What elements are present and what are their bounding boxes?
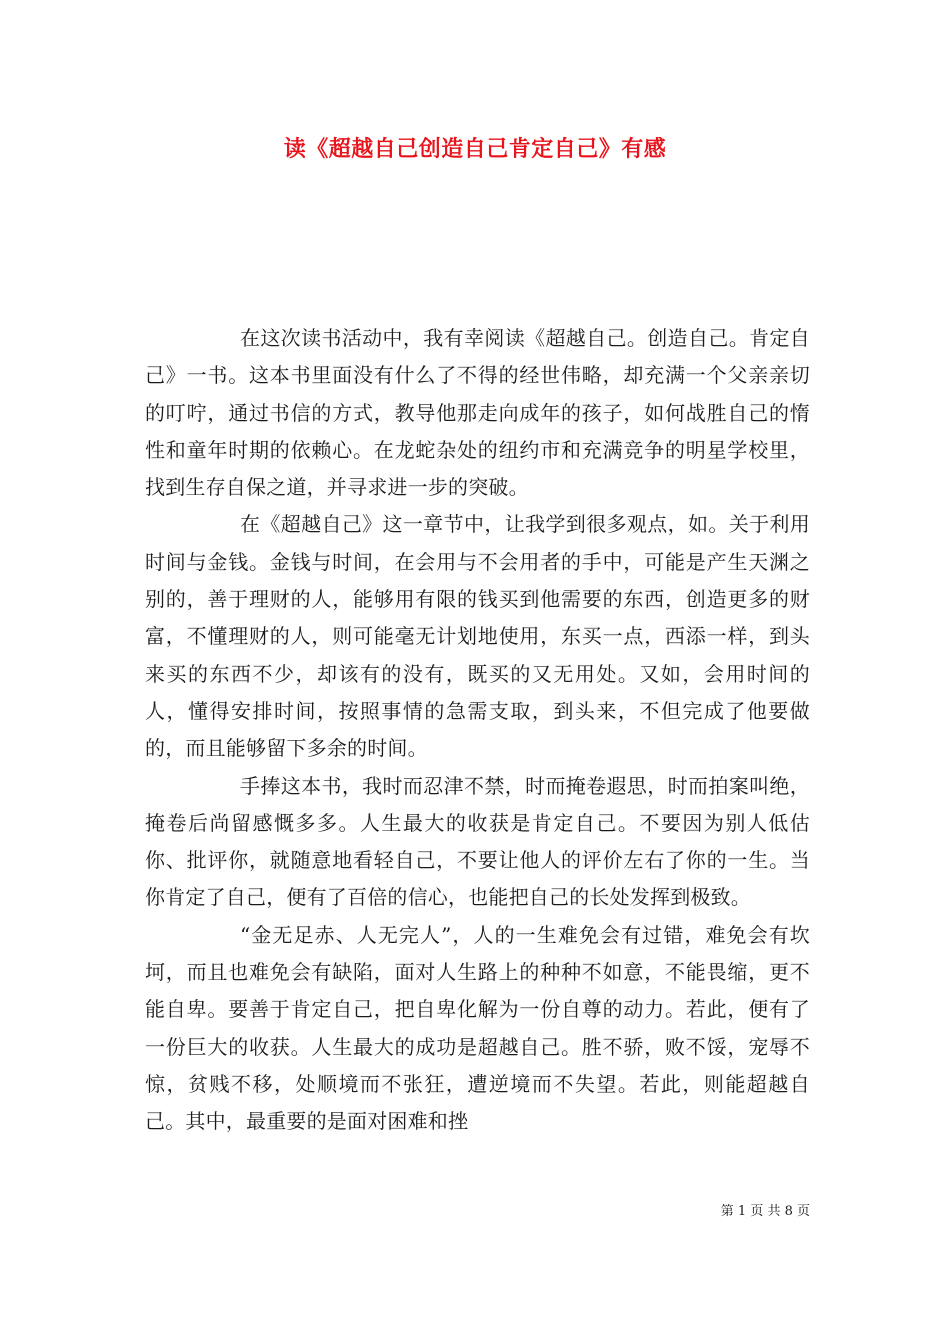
page-number-footer: 第 1 页 共 8 页 (720, 1204, 810, 1219)
paragraph-1: 在这次读书活动中，我有幸阅读《超越自己。创造自己。肯定自己》一书。这本书里面没有什么了不得的经世伟略，却充满一个父亲亲切的叮咛，通过书信的方式，教导他那走向成年的孩子，如何战胜自己的惰性和童年时期的依赖心。在龙蛇杂处的纽约市和充满竞争的明星学校里，找到生存自保之道，并寻求进一步的突破。 (145, 326, 810, 500)
document-body (145, 320, 810, 1141)
paragraph-4: “金无足赤、人无完人”，人的一生难免会有过错，难免会有坎坷，而且也难免会有缺陷，面对人生路上的种种不如意，不能畏缩，更不能自卑。要善于肯定自己，把自卑化解为一份自尊的动力。若此，便有了一份巨大的收获。人生最大的成功是超越自己。胜不骄，败不馁，宠辱不惊，贫贱不移，处顺境而不张狂，遭逆境而不失望。若此，则能超越自己。其中，最重要的是面对困难和挫 (145, 922, 810, 1134)
paragraph-3: 手捧这本书，我时而忍津不禁，时而掩卷遐思，时而拍案叫绝，掩卷后尚留感慨多多。人生最大的收获是肯定自己。不要因为别人低估你、批评你，就随意地看轻自己，不要让他人的评价左右了你的一生。当你肯定了自己，便有了百倍的信心，也能把自己的长处发挥到极致。 (145, 773, 810, 910)
document-title: 读《超越自己创造自己肯定自己》有感 (283, 136, 667, 162)
paragraph-2: 在《超越自己》这一章节中，让我学到很多观点，如。关于利用时间与金钱。金钱与时间，在会用与不会用者的手中，可能是产生天渊之别的，善于理财的人，能够用有限的钱买到他需要的东西，创造更多的财富，不懂理财的人，则可能毫无计划地使用，东买一点，西添一样，到头来买的东西不少，却该有的没有，既买的又无用处。又如，会用时间的人，懂得安排时间，按照事情的急需支取，到头来，不但完成了他要做的，而且能够留下多余的时间。 (145, 512, 810, 761)
